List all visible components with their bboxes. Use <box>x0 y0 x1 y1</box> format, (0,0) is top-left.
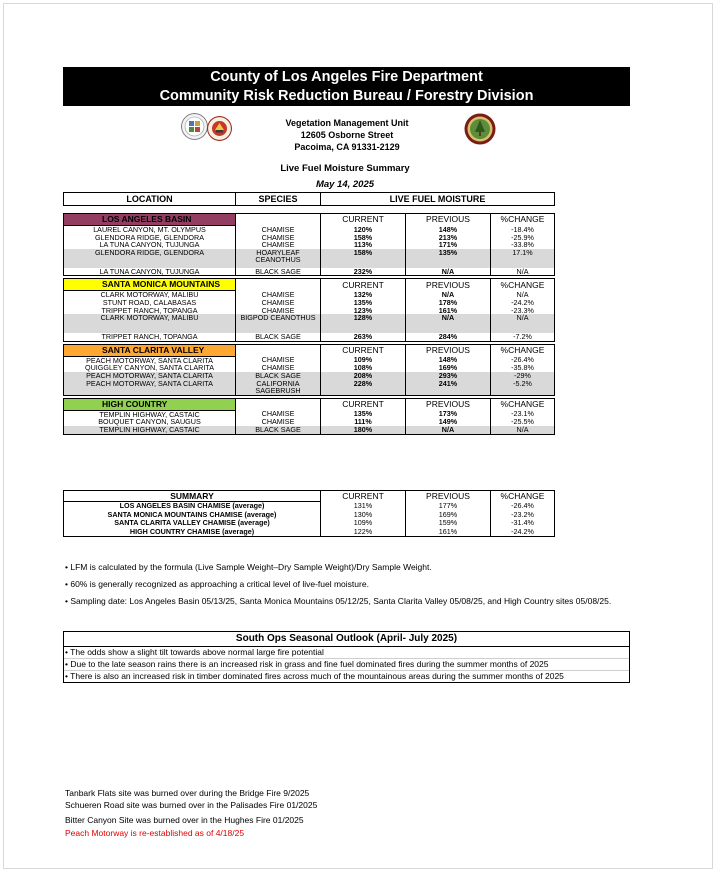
region-species-blank <box>236 398 321 410</box>
current-subheader: CURRENT <box>321 214 406 226</box>
summary-label: SANTA MONICA MOUNTAINS CHAMISE (average) <box>64 511 321 520</box>
note-item: • Sampling date: Los Angeles Basin 05/13/25, Santa Monica Mountains 05/12/25, Santa Clarita Valley 05/08/25, and High Country sites 05/08/25. <box>65 596 612 606</box>
previous-cell: 169% <box>406 364 491 372</box>
table-row <box>64 249 555 268</box>
region-species-blank <box>236 344 321 356</box>
table-row <box>64 226 555 234</box>
table-row <box>64 241 555 249</box>
current-cell: 132% <box>321 291 406 299</box>
summary-current: 130% <box>321 511 406 520</box>
summary-label: HIGH COUNTRY CHAMISE (average) <box>64 528 321 537</box>
species-cell: CHAMISE <box>236 418 321 426</box>
table-row <box>64 364 555 372</box>
previous-subheader: PREVIOUS <box>406 398 491 410</box>
location-cell: PEACH MOTORWAY, SANTA CLARITA <box>64 372 236 380</box>
previous-cell: 171% <box>406 241 491 249</box>
change-cell: -29% <box>491 372 555 380</box>
previous-cell: N/A <box>406 426 491 434</box>
current-cell: 135% <box>321 299 406 307</box>
summary-change: -31.4% <box>491 519 555 528</box>
change-cell: -23.3% <box>491 307 555 315</box>
location-cell: LA TUNA CANYON, TUJUNGA <box>64 268 236 276</box>
species-cell: BLACK SAGE <box>236 333 321 341</box>
current-cell: 180% <box>321 426 406 434</box>
previous-cell: 293% <box>406 372 491 380</box>
location-header: LOCATION <box>64 193 236 206</box>
region-header-row <box>64 214 555 226</box>
current-cell: 135% <box>321 410 406 418</box>
change-subheader: %CHANGE <box>491 279 555 291</box>
location-cell: CLARK MOTORWAY, MALIBU <box>64 314 236 333</box>
address-city: Pacoima, CA 91331-2129 <box>294 142 400 152</box>
species-cell: BLACK SAGE <box>236 268 321 276</box>
change-cell: N/A <box>491 426 555 434</box>
previous-cell: 173% <box>406 410 491 418</box>
forestry-badge-icon <box>464 113 496 145</box>
change-cell: 17.1% <box>491 249 555 268</box>
current-cell: 228% <box>321 380 406 396</box>
table-row <box>64 299 555 307</box>
species-cell: CHAMISE <box>236 226 321 234</box>
location-cell: LA TUNA CANYON, TUJUNGA <box>64 241 236 249</box>
previous-cell: 148% <box>406 226 491 234</box>
region-header-row <box>64 279 555 291</box>
species-header: SPECIES <box>236 193 321 206</box>
county-seal-icon <box>181 113 208 140</box>
change-cell: -33.8% <box>491 241 555 249</box>
banner-title-line1: County of Los Angeles Fire Department <box>210 69 483 85</box>
notes-list <box>65 562 635 613</box>
summary-previous-header: PREVIOUS <box>406 491 491 502</box>
previous-cell: N/A <box>406 268 491 276</box>
summary-current: 122% <box>321 528 406 537</box>
region-header-row <box>64 344 555 356</box>
current-cell: 113% <box>321 241 406 249</box>
location-cell: PEACH MOTORWAY, SANTA CLARITA <box>64 380 236 396</box>
current-cell: 263% <box>321 333 406 341</box>
spacer-cell <box>406 206 491 214</box>
region-header-row <box>64 398 555 410</box>
table-row <box>64 356 555 364</box>
location-cell: QUIGGLEY CANYON, SANTA CLARITA <box>64 364 236 372</box>
current-cell: 128% <box>321 314 406 333</box>
species-cell: CHAMISE <box>236 299 321 307</box>
previous-cell: N/A <box>406 291 491 299</box>
table-row <box>64 268 555 276</box>
species-cell: CHAMISE <box>236 291 321 299</box>
lfm-header: LIVE FUEL MOISTURE <box>321 193 555 206</box>
region-name: HIGH COUNTRY <box>64 398 236 410</box>
fire-dept-badge-icon <box>207 116 232 141</box>
address-street: 12605 Osborne Street <box>300 130 394 140</box>
location-cell: STUNT ROAD, CALABASAS <box>64 299 236 307</box>
summary-previous: 159% <box>406 519 491 528</box>
current-cell: 111% <box>321 418 406 426</box>
species-cell: CHAMISE <box>236 356 321 364</box>
change-cell: N/A <box>491 291 555 299</box>
outlook-item: • There is also an increased risk in timber dominated fires across much of the mountainous areas during the summer months of 2025 <box>64 670 629 682</box>
change-cell: -5.2% <box>491 380 555 396</box>
change-subheader: %CHANGE <box>491 214 555 226</box>
change-cell: -25.9% <box>491 234 555 242</box>
table-row <box>64 291 555 299</box>
species-cell: CHAMISE <box>236 234 321 242</box>
previous-subheader: PREVIOUS <box>406 279 491 291</box>
seasonal-outlook-box <box>63 631 630 683</box>
change-subheader: %CHANGE <box>491 398 555 410</box>
summary-current: 131% <box>321 502 406 511</box>
change-cell: -35.8% <box>491 364 555 372</box>
footer-note-red: Peach Motorway is re-established as of 4/18/25 <box>65 828 245 838</box>
previous-subheader: PREVIOUS <box>406 344 491 356</box>
summary-label: SANTA CLARITA VALLEY CHAMISE (average) <box>64 519 321 528</box>
title-banner <box>63 67 630 106</box>
table-row <box>64 307 555 315</box>
species-cell: HOARYLEAF CEANOTHUS <box>236 249 321 268</box>
previous-cell: 178% <box>406 299 491 307</box>
table-row <box>64 410 555 418</box>
lfm-table <box>63 192 555 435</box>
location-cell: CLARK MOTORWAY, MALIBU <box>64 291 236 299</box>
summary-current: 109% <box>321 519 406 528</box>
table-row <box>64 380 555 396</box>
note-item: • 60% is generally recognized as approaching a critical level of live-fuel moisture. <box>65 579 369 589</box>
region-species-blank <box>236 279 321 291</box>
summary-change: -26.4% <box>491 502 555 511</box>
location-cell: LAUREL CANYON, MT. OLYMPUS <box>64 226 236 234</box>
footer-note: Bitter Canyon Site was burned over in the Hughes Fire 01/2025 <box>65 815 304 825</box>
summary-previous: 169% <box>406 511 491 520</box>
current-cell: 123% <box>321 307 406 315</box>
location-cell: TEMPLIN HIGHWAY, CASTAIC <box>64 410 236 418</box>
previous-cell: 149% <box>406 418 491 426</box>
location-cell: TEMPLIN HIGHWAY, CASTAIC <box>64 426 236 434</box>
address-unit: Vegetation Management Unit <box>285 118 409 128</box>
species-cell: CALIFORNIA SAGEBRUSH <box>236 380 321 396</box>
current-cell: 109% <box>321 356 406 364</box>
location-cell: GLENDORA RIDGE, GLENDORA <box>64 249 236 268</box>
previous-subheader: PREVIOUS <box>406 214 491 226</box>
region-name: SANTA CLARITA VALLEY <box>64 344 236 356</box>
location-cell: GLENDORA RIDGE, GLENDORA <box>64 234 236 242</box>
current-subheader: CURRENT <box>321 398 406 410</box>
location-cell: TRIPPET RANCH, TOPANGA <box>64 333 236 341</box>
spacer-cell <box>491 206 555 214</box>
species-cell: BLACK SAGE <box>236 426 321 434</box>
species-cell: CHAMISE <box>236 410 321 418</box>
species-cell: BLACK SAGE <box>236 372 321 380</box>
outlook-title: South Ops Seasonal Outlook (April- July 2025) <box>64 632 629 647</box>
banner-title-line2: Community Risk Reduction Bureau / Forestry Division <box>159 88 534 104</box>
summary-change-header: %CHANGE <box>491 491 555 502</box>
table-row <box>64 426 555 434</box>
change-cell: -23.1% <box>491 410 555 418</box>
previous-cell: 148% <box>406 356 491 364</box>
report-date: May 14, 2025 <box>315 179 375 190</box>
previous-cell: 241% <box>406 380 491 396</box>
change-cell: N/A <box>491 314 555 333</box>
outlook-item: • Due to the late season rains there is an increased risk in grass and fine fuel dominated fires during the summer months of 2025 <box>64 658 629 670</box>
location-cell: PEACH MOTORWAY, SANTA CLARITA <box>64 356 236 364</box>
table-row <box>64 372 555 380</box>
change-cell: -24.2% <box>491 299 555 307</box>
change-cell: -26.4% <box>491 356 555 364</box>
current-cell: 208% <box>321 372 406 380</box>
current-cell: 108% <box>321 364 406 372</box>
spacer-cell <box>64 206 236 214</box>
summary-previous: 161% <box>406 528 491 537</box>
spacer-row <box>64 206 555 214</box>
previous-cell: 135% <box>406 249 491 268</box>
summary-label: LOS ANGELES BASIN CHAMISE (average) <box>64 502 321 511</box>
change-cell: -18.4% <box>491 226 555 234</box>
current-subheader: CURRENT <box>321 344 406 356</box>
outlook-item: • The odds show a slight tilt towards above normal large fire potential <box>65 647 324 657</box>
footer-note: Schueren Road site was burned over in the Palisades Fire 01/2025 <box>65 800 318 810</box>
summary-change: -23.2% <box>491 511 555 520</box>
summary-table <box>63 490 555 537</box>
summary-change: -24.2% <box>491 528 555 537</box>
report-title: Live Fuel Moisture Summary <box>280 163 410 174</box>
previous-cell: N/A <box>406 314 491 333</box>
previous-cell: 161% <box>406 307 491 315</box>
spacer-cell <box>321 206 406 214</box>
table-row <box>64 234 555 242</box>
summary-current-header: CURRENT <box>321 491 406 502</box>
summary-row <box>64 528 555 537</box>
current-cell: 232% <box>321 268 406 276</box>
spacer-cell <box>236 206 321 214</box>
change-cell: N/A <box>491 268 555 276</box>
species-cell: CHAMISE <box>236 307 321 315</box>
region-name: SANTA MONICA MOUNTAINS <box>64 279 236 291</box>
location-cell: TRIPPET RANCH, TOPANGA <box>64 307 236 315</box>
summary-header: SUMMARY <box>64 491 321 502</box>
current-cell: 158% <box>321 249 406 268</box>
table-row <box>64 314 555 333</box>
note-item: • LFM is calculated by the formula (Live Sample Weight–Dry Sample Weight)/Dry Sample Weight. <box>65 562 432 572</box>
species-cell: CHAMISE <box>236 364 321 372</box>
table-header-row <box>64 193 555 206</box>
change-cell: -25.5% <box>491 418 555 426</box>
species-cell: BIGPOD CEANOTHUS <box>236 314 321 333</box>
previous-cell: 284% <box>406 333 491 341</box>
current-cell: 158% <box>321 234 406 242</box>
table-row <box>64 333 555 341</box>
location-cell: BOUQUET CANYON, SAUGUS <box>64 418 236 426</box>
change-subheader: %CHANGE <box>491 344 555 356</box>
region-species-blank <box>236 214 321 226</box>
region-name: LOS ANGELES BASIN <box>64 214 236 226</box>
address-block <box>252 117 442 153</box>
species-cell: CHAMISE <box>236 241 321 249</box>
current-cell: 120% <box>321 226 406 234</box>
current-subheader: CURRENT <box>321 279 406 291</box>
footer-note: Tanbark Flats site was burned over during the Bridge Fire 9/2025 <box>65 788 310 798</box>
previous-cell: 213% <box>406 234 491 242</box>
summary-previous: 177% <box>406 502 491 511</box>
change-cell: -7.2% <box>491 333 555 341</box>
table-row <box>64 418 555 426</box>
